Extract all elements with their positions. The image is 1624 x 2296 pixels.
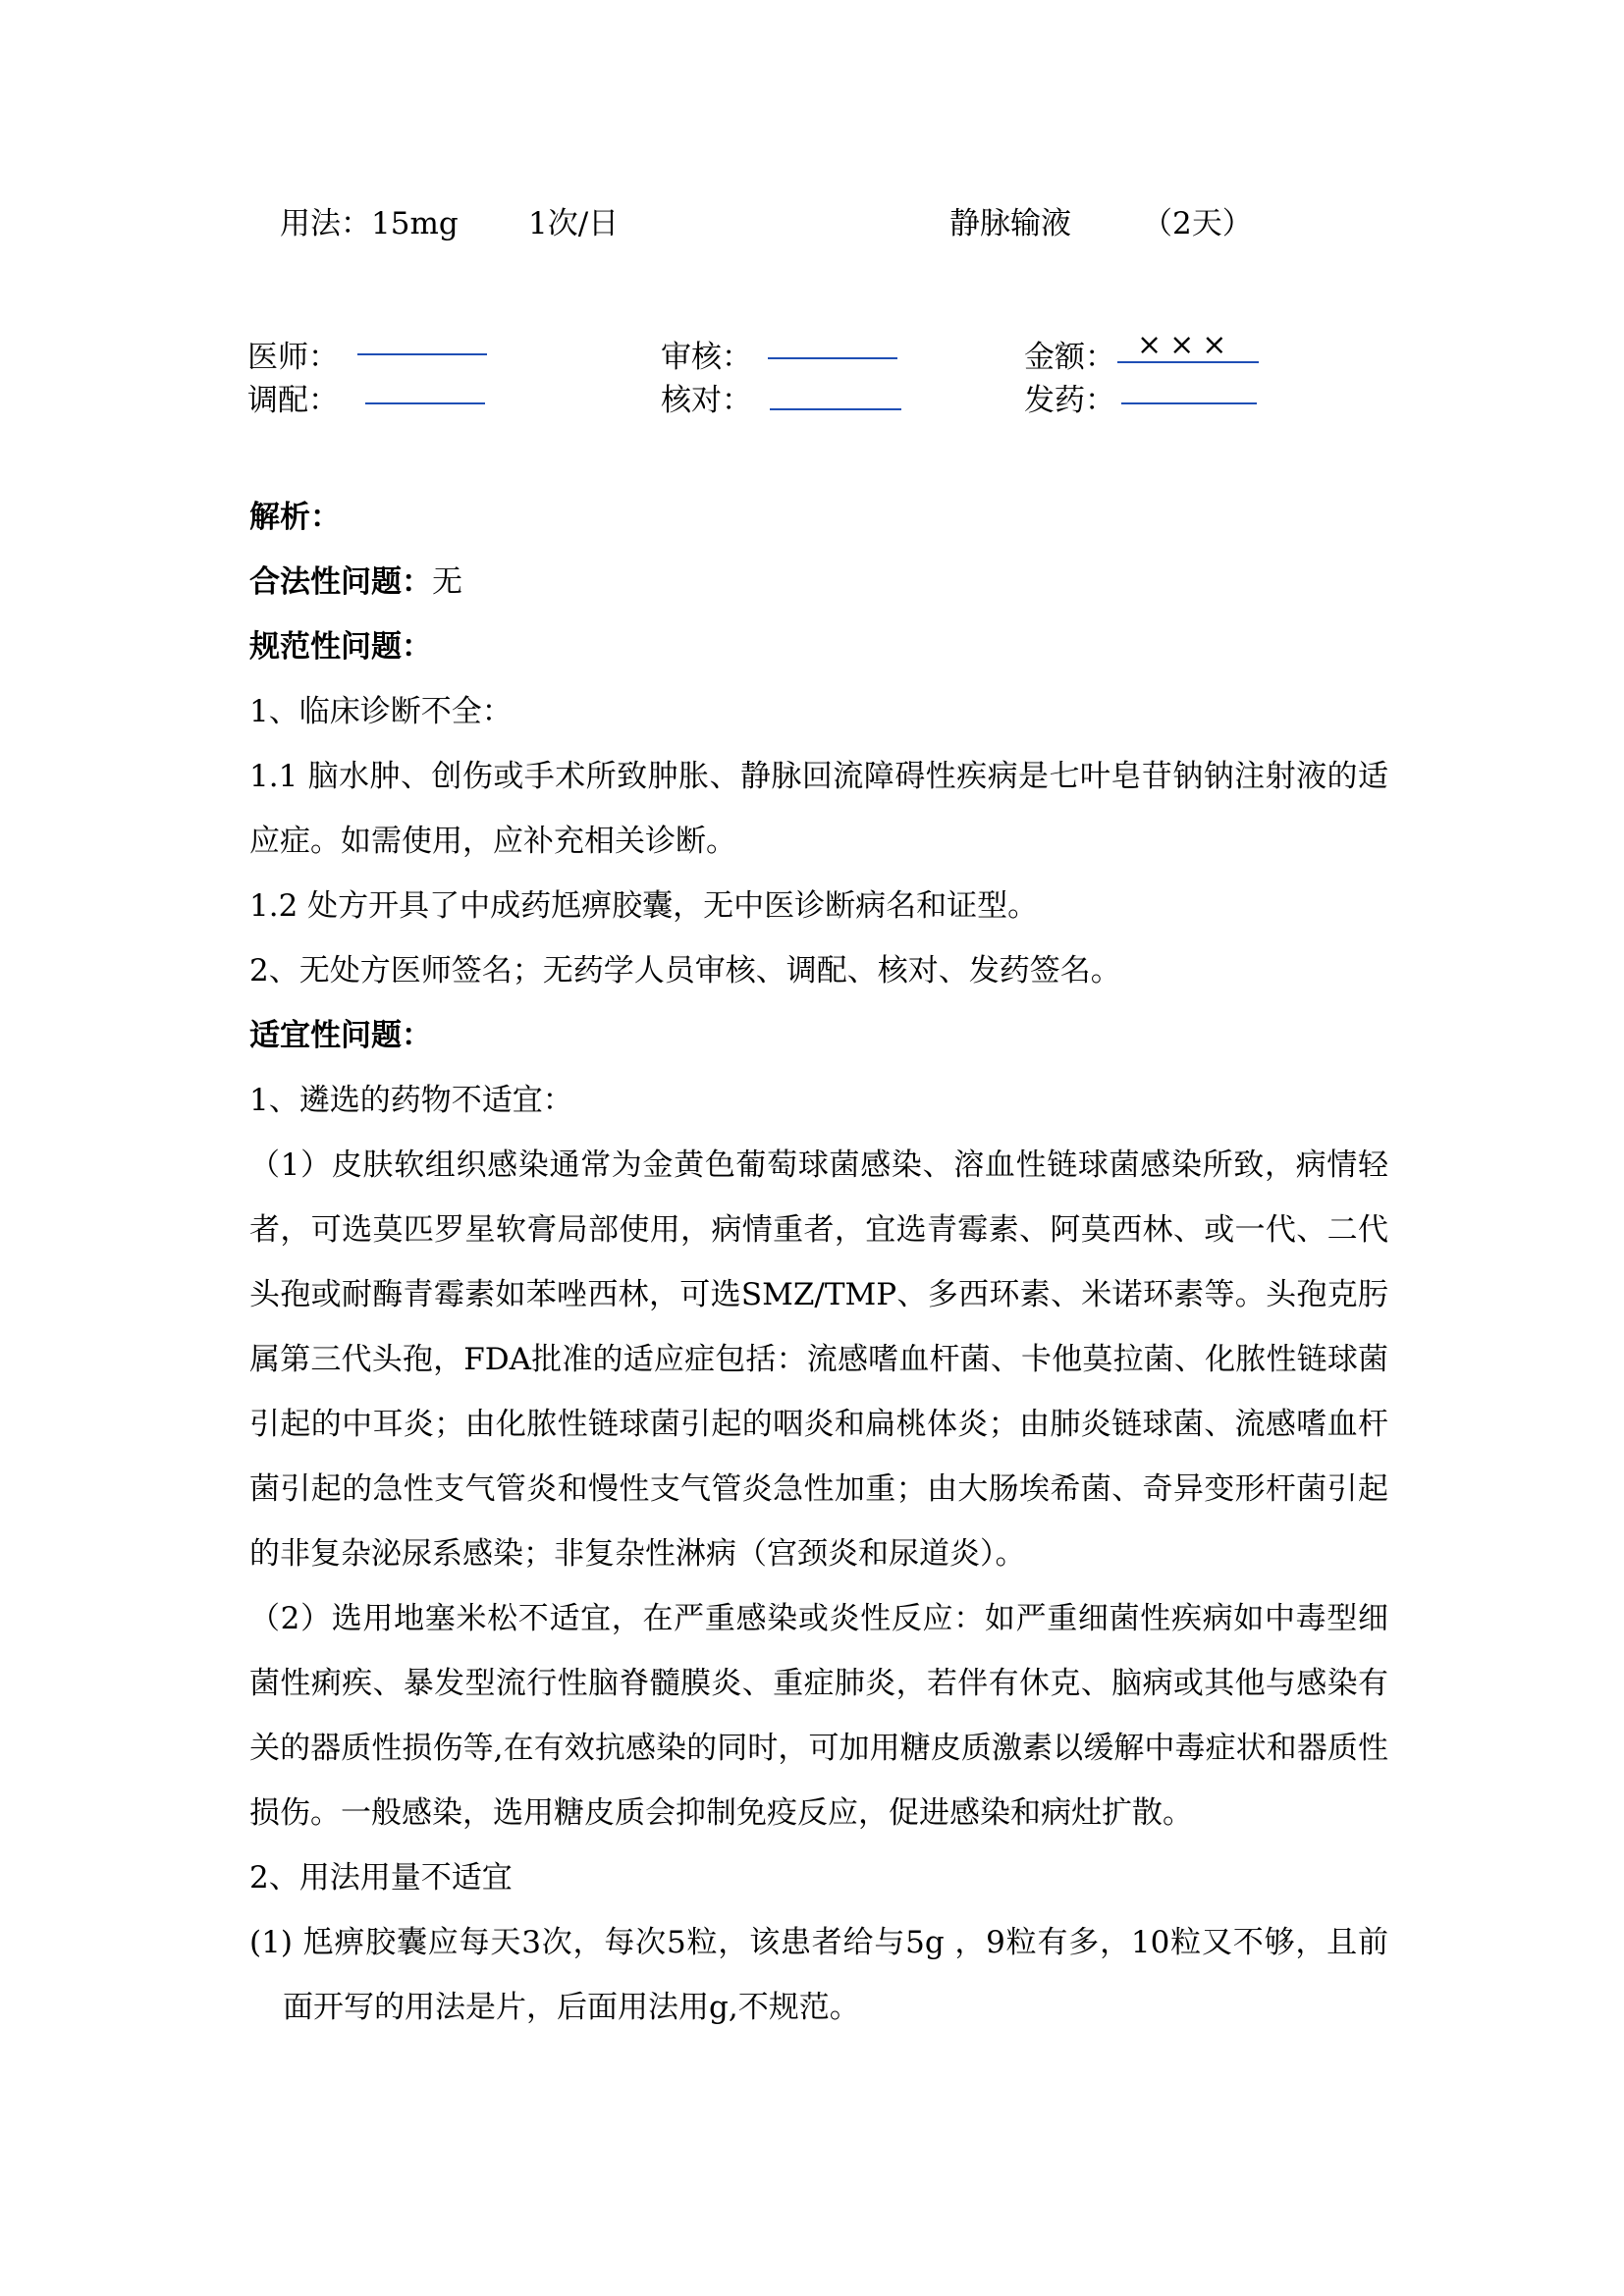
suitability-heading: 适宜性问题： (249, 1018, 432, 1053)
issue-signature-line (1121, 402, 1257, 404)
standard-item-1-2: 1.2 处方开具了中成药尪痹胶囊，无中医诊断病名和证型。 (249, 888, 1039, 924)
standard-item-1-1: 1.1 脑水肿、创伤或手术所致肿胀、静脉回流障碍性疾病是七叶皂苷钠钠注射液的适应症。如需使用，应补充相关诊断。 (249, 759, 1388, 859)
review-signature-line (768, 357, 897, 359)
suitability-item-1: 1、遴选的药物不适宜： (249, 1083, 573, 1118)
suitability-item-1-paragraph-1: （1）皮肤软组织感染通常为金黄色葡萄球菌感染、溶血性链球菌感染所致，病情轻者，可选莫匹罗星软膏局部使用，病情重者，宜选青霉素、阿莫西林、或一代、二代头孢或耐酶青霉素如苯唑西林，可选SMZ/TMP、多西环素、米诺环素等。头孢克肟属第三代头孢，FDA批准的适应症包括：流感嗜血杆菌、卡他莫拉菌、化脓性链球菌引起的中耳炎；由化脓性链球菌引起的咽炎和扁桃体炎；由肺炎链球菌、流感嗜血杆菌引起的急性支气管炎和慢性支气管炎急性加重；由大肠埃希菌、奇异变形杆菌引起的非复杂泌尿系感染；非复杂性淋病（宫颈炎和尿道炎）。 (249, 1148, 1388, 1572)
standard-heading: 规范性问题： (249, 629, 432, 665)
check-label: 核对： (661, 383, 752, 418)
standard-item-1: 1、临床诊断不全： (249, 694, 513, 729)
amount-label: 金额： (1024, 340, 1115, 375)
physician-label: 医师： (247, 340, 339, 375)
suitability-item-1-paragraph-2: （2）选用地塞米松不适宜，在严重感染或炎性反应：如严重细菌性疾病如中毒型细菌性痢疾、暴发型流行性脑脊髓膜炎、重症肺炎，若伴有休克、脑病或其他与感染有关的器质性损伤等,在有效抗感染的同时，可加用糖皮质激素以缓解中毒症状和器质性损伤。一般感染，选用糖皮质会抑制免疫反应，促进感染和病灶扩散。 (249, 1601, 1388, 1831)
analysis-section (249, 485, 1388, 2040)
standard-item-2: 2、无处方医师签名；无药学人员审核、调配、核对、发药签名。 (249, 953, 1121, 988)
legality-line (249, 550, 1388, 614)
legality-label: 合法性问题： (249, 564, 432, 600)
review-label: 审核： (661, 340, 752, 375)
usage-route: 静脉输液 (949, 206, 1071, 241)
dispense-signature-line (365, 402, 485, 404)
usage-frequency: 1次/日 (528, 206, 620, 241)
amount-line (1117, 361, 1259, 363)
usage-dose: 用法：15mg (280, 206, 459, 241)
amount-value: ××× (1137, 328, 1235, 362)
analysis-heading: 解析： (249, 500, 341, 535)
issue-label: 发药： (1024, 383, 1115, 418)
physician-signature-line (357, 353, 487, 355)
usage-duration: （2天） (1142, 206, 1253, 241)
suitability-item-2: 2、用法用量不适宜 (249, 1860, 513, 1896)
suitability-item-2-paragraph-1: (1) 尪痹胶囊应每天3次，每次5粒，该患者给与5g ，9粒有多，10粒又不够，且前面开写的用法是片，后面用法用g,不规范。 (249, 1925, 1388, 2025)
check-signature-line (770, 408, 901, 410)
dispense-label: 调配： (247, 383, 339, 418)
legality-value: 无 (432, 564, 462, 600)
